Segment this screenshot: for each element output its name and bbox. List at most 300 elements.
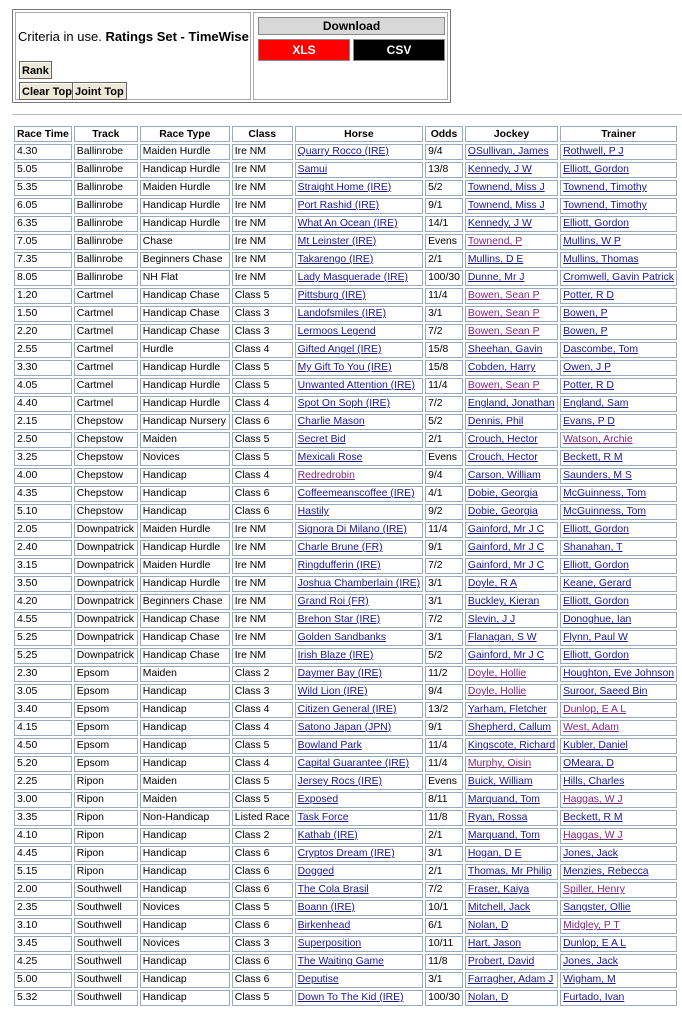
table-row bbox=[14, 396, 677, 412]
cell-track: Downpatrick bbox=[74, 648, 138, 664]
jockey-link[interactable]: Marquand, Tom bbox=[467, 830, 540, 841]
horse-link[interactable]: Birkenhead bbox=[297, 920, 351, 931]
trainer-link[interactable]: Houghton, Eve Johnson bbox=[563, 668, 675, 679]
trainer-link[interactable]: Donoghue, Ian bbox=[563, 614, 632, 625]
trainer-link[interactable]: Saunders, M S bbox=[563, 470, 632, 481]
cell-track: Downpatrick bbox=[74, 558, 138, 574]
jockey-link[interactable]: Flanagan, S W bbox=[467, 632, 537, 643]
jockey-link[interactable]: Ryan, Rossa bbox=[467, 812, 528, 823]
cell-odds: 4/1 bbox=[425, 486, 463, 502]
jockey-link[interactable]: Kennedy, J W bbox=[467, 164, 532, 175]
cell-race-type: Handicap bbox=[140, 954, 230, 970]
horse-link[interactable]: Kathab (IRE) bbox=[297, 830, 358, 841]
horse-link[interactable]: Wild Lion (IRE) bbox=[297, 686, 368, 697]
cell-trainer bbox=[560, 828, 677, 844]
horse-link[interactable]: Spot On Soph (IRE) bbox=[297, 398, 391, 409]
trainer-link[interactable]: Townend, Timothy bbox=[563, 200, 647, 211]
jockey-link[interactable]: Kingscote, Richard bbox=[467, 740, 556, 751]
table-row bbox=[14, 702, 677, 718]
cell-odds: 2/1 bbox=[425, 864, 463, 880]
cell-horse bbox=[295, 630, 423, 646]
trainer-link[interactable]: West, Adam bbox=[563, 722, 619, 733]
horse-link[interactable]: Coffeemeanscoffee (IRE) bbox=[297, 488, 415, 499]
cell-class: Ire NM bbox=[232, 144, 293, 160]
jockey-link[interactable]: Bowen, Sean P bbox=[467, 380, 540, 391]
cell-odds: 11/4 bbox=[425, 738, 463, 754]
trainer-link[interactable]: Mullins, Thomas bbox=[563, 254, 639, 265]
horse-link[interactable]: Satono Japan (JPN) bbox=[297, 722, 392, 733]
cell-race-time: 6.05 bbox=[14, 198, 72, 214]
cell-race-type: Handicap Hurdle bbox=[140, 378, 230, 394]
cell-jockey bbox=[465, 396, 558, 412]
horse-link[interactable]: Unwanted Attention (IRE) bbox=[297, 380, 415, 391]
criteria-prefix: Criteria in use. bbox=[18, 29, 102, 44]
cell-trainer bbox=[560, 468, 677, 484]
trainer-link[interactable]: Dunlop, E A L bbox=[563, 704, 627, 715]
jockey-link[interactable]: Fraser, Kaiya bbox=[467, 884, 530, 895]
trainer-link[interactable]: Kubler, Daniel bbox=[563, 740, 628, 751]
cell-race-type: Maiden Hurdle bbox=[140, 558, 230, 574]
horse-link[interactable]: The Cola Brasil bbox=[297, 884, 369, 895]
horse-link[interactable]: Citizen General (IRE) bbox=[297, 704, 397, 715]
cell-jockey bbox=[465, 504, 558, 520]
jockey-link[interactable]: Farragher, Adam J bbox=[467, 974, 554, 985]
trainer-link[interactable]: Sangster, Ollie bbox=[563, 902, 631, 913]
cell-jockey bbox=[465, 288, 558, 304]
cell-jockey bbox=[465, 702, 558, 718]
trainer-link[interactable]: Dunlop, E A L bbox=[563, 938, 627, 949]
horse-link[interactable]: Task Force bbox=[297, 812, 349, 823]
cell-trainer bbox=[560, 306, 677, 322]
cell-jockey bbox=[465, 630, 558, 646]
jockey-link[interactable]: Slevin, J J bbox=[467, 614, 516, 625]
trainer-link[interactable]: Shanahan, T bbox=[563, 542, 623, 553]
cell-jockey bbox=[465, 306, 558, 322]
jockey-link[interactable]: Nolan, D bbox=[467, 920, 509, 931]
jockey-link[interactable]: Shepherd, Callum bbox=[467, 722, 552, 733]
cell-horse bbox=[295, 738, 423, 754]
cell-track: Chepstow bbox=[74, 486, 138, 502]
table-body bbox=[14, 144, 677, 1006]
jockey-link[interactable]: Nolan, D bbox=[467, 992, 509, 1003]
cell-race-type: Handicap bbox=[140, 468, 230, 484]
cell-horse bbox=[295, 360, 423, 376]
horse-link[interactable]: Redredrobin bbox=[297, 470, 355, 481]
header-class[interactable]: Class bbox=[232, 126, 293, 142]
horse-link[interactable]: Mt Leinster (IRE) bbox=[297, 236, 377, 247]
cell-horse bbox=[295, 954, 423, 970]
table-row bbox=[14, 162, 677, 178]
horse-link[interactable]: Golden Sandbanks bbox=[297, 632, 387, 643]
cell-odds: 3/1 bbox=[425, 306, 463, 322]
cell-class: Class 5 bbox=[232, 792, 293, 808]
cell-horse bbox=[295, 342, 423, 358]
cell-race-time: 2.35 bbox=[14, 900, 72, 916]
horse-link[interactable]: Brehon Star (IRE) bbox=[297, 614, 381, 625]
trainer-link[interactable]: Elliott, Gordon bbox=[563, 596, 629, 607]
cell-horse bbox=[295, 684, 423, 700]
header-trainer[interactable]: Trainer bbox=[560, 126, 677, 142]
cell-class: Class 6 bbox=[232, 972, 293, 988]
cell-odds: 9/4 bbox=[425, 468, 463, 484]
criteria-text bbox=[18, 29, 249, 44]
header-race-time[interactable]: Race Time bbox=[14, 126, 72, 142]
horse-link[interactable]: Superposition bbox=[297, 938, 362, 949]
cell-horse bbox=[295, 198, 423, 214]
cell-race-type: Maiden Hurdle bbox=[140, 522, 230, 538]
table-row bbox=[14, 864, 677, 880]
horse-link[interactable]: Ringdufferin (IRE) bbox=[297, 560, 381, 571]
cell-class: Class 5 bbox=[232, 990, 293, 1006]
jockey-link[interactable]: Doyle, R A bbox=[467, 578, 517, 589]
cell-trainer bbox=[560, 666, 677, 682]
horse-link[interactable]: My Gift To You (IRE) bbox=[297, 362, 392, 373]
cell-odds: 11/8 bbox=[425, 954, 463, 970]
cell-trainer bbox=[560, 198, 677, 214]
jockey-link[interactable]: Kennedy, J W bbox=[467, 218, 532, 229]
trainer-link[interactable]: McGuinness, Tom bbox=[563, 506, 647, 517]
cell-jockey bbox=[465, 180, 558, 196]
cell-class: Class 5 bbox=[232, 432, 293, 448]
cell-trainer bbox=[560, 810, 677, 826]
cell-horse bbox=[295, 666, 423, 682]
header-jockey[interactable]: Jockey bbox=[465, 126, 558, 142]
horse-link[interactable]: Secret Bid bbox=[297, 434, 346, 445]
cell-race-time: 3.45 bbox=[14, 936, 72, 952]
cell-trainer bbox=[560, 360, 677, 376]
cell-odds: 11/4 bbox=[425, 288, 463, 304]
cell-odds: 9/4 bbox=[425, 144, 463, 160]
cell-class: Class 5 bbox=[232, 738, 293, 754]
cell-race-time: 7.05 bbox=[14, 234, 72, 250]
jockey-link[interactable]: Doyle, Hollie bbox=[467, 686, 527, 697]
horse-link[interactable]: Landofsmiles (IRE) bbox=[297, 308, 387, 319]
horse-link[interactable]: Capital Guarantee (IRE) bbox=[297, 758, 410, 769]
cell-race-time: 2.40 bbox=[14, 540, 72, 556]
cell-track: Cartmel bbox=[74, 306, 138, 322]
jockey-link[interactable]: Cobden, Harry bbox=[467, 362, 536, 373]
jockey-link[interactable]: Doyle, Hollie bbox=[467, 668, 527, 679]
horse-link[interactable]: Cryptos Dream (IRE) bbox=[297, 848, 395, 859]
table-row bbox=[14, 918, 677, 934]
jockey-link[interactable]: Hart, Jason bbox=[467, 938, 522, 949]
cell-odds: 13/2 bbox=[425, 702, 463, 718]
trainer-link[interactable]: England, Sam bbox=[563, 398, 629, 409]
cell-race-time: 3.10 bbox=[14, 918, 72, 934]
horse-link[interactable]: Mexicali Rose bbox=[297, 452, 363, 463]
cell-odds: Evens bbox=[425, 774, 463, 790]
table-row bbox=[14, 414, 677, 430]
table-row bbox=[14, 288, 677, 304]
trainer-link[interactable]: Bowen, P bbox=[563, 308, 608, 319]
cell-race-type: Handicap Chase bbox=[140, 288, 230, 304]
jockey-link[interactable]: Buick, William bbox=[467, 776, 533, 787]
horse-link[interactable]: Dogged bbox=[297, 866, 335, 877]
cell-track: Chepstow bbox=[74, 450, 138, 466]
cell-race-type: Non-Handicap bbox=[140, 810, 230, 826]
xls-download-button[interactable]: XLS bbox=[258, 39, 350, 61]
horse-link[interactable]: Hastily bbox=[297, 506, 329, 517]
horse-link[interactable]: Lermoos Legend bbox=[297, 326, 376, 337]
jockey-link[interactable]: Townend, P bbox=[467, 236, 523, 247]
cell-race-time: 4.55 bbox=[14, 612, 72, 628]
cell-track: Ballinrobe bbox=[74, 198, 138, 214]
jockey-link[interactable]: Gainford, Mr J C bbox=[467, 524, 545, 535]
horse-link[interactable]: Irish Blaze (IRE) bbox=[297, 650, 374, 661]
cell-jockey bbox=[465, 558, 558, 574]
cell-jockey bbox=[465, 378, 558, 394]
jockey-link[interactable]: Gainford, Mr J C bbox=[467, 650, 545, 661]
horse-link[interactable]: Quarry Rocco (IRE) bbox=[297, 146, 389, 157]
cell-odds: 9/2 bbox=[425, 504, 463, 520]
jockey-link[interactable]: Gainford, Mr J C bbox=[467, 542, 545, 553]
cell-odds: 10/11 bbox=[425, 936, 463, 952]
jockey-link[interactable]: Bowen, Sean P bbox=[467, 308, 540, 319]
cell-jockey bbox=[465, 828, 558, 844]
cell-jockey bbox=[465, 486, 558, 502]
joint-top-button[interactable]: Joint Top bbox=[72, 82, 127, 100]
horse-link[interactable]: Joshua Chamberlain (IRE) bbox=[297, 578, 421, 589]
cell-track: Epsom bbox=[74, 720, 138, 736]
cell-track: Cartmel bbox=[74, 324, 138, 340]
cell-odds: 3/1 bbox=[425, 630, 463, 646]
trainer-link[interactable]: McGuinness, Tom bbox=[563, 488, 647, 499]
table-row bbox=[14, 684, 677, 700]
cell-trainer bbox=[560, 954, 677, 970]
header-race-type[interactable]: Race Type bbox=[140, 126, 230, 142]
trainer-link[interactable]: Elliott, Gordon bbox=[563, 560, 629, 571]
trainer-link[interactable]: Midgley, P T bbox=[563, 920, 620, 931]
cell-trainer bbox=[560, 648, 677, 664]
trainer-link[interactable]: Keane, Gerard bbox=[563, 578, 632, 589]
cell-jockey bbox=[465, 936, 558, 952]
cell-race-type: Maiden bbox=[140, 432, 230, 448]
trainer-link[interactable]: Wigham, M bbox=[563, 974, 616, 985]
header-odds[interactable]: Odds bbox=[425, 126, 463, 142]
clear-top-button[interactable]: Clear Top bbox=[19, 82, 75, 100]
trainer-link[interactable]: Haggas, W J bbox=[563, 794, 623, 805]
cell-class: Class 6 bbox=[232, 864, 293, 880]
cell-trainer bbox=[560, 990, 677, 1006]
horse-link[interactable]: Takarengo (IRE) bbox=[297, 254, 374, 265]
trainer-link[interactable]: Mullins, W P bbox=[563, 236, 621, 247]
table-row bbox=[14, 738, 677, 754]
trainer-link[interactable]: Elliott, Gordon bbox=[563, 650, 629, 661]
trainer-link[interactable]: Jones, Jack bbox=[563, 848, 618, 859]
trainer-link[interactable]: Beckett, R M bbox=[563, 452, 623, 463]
jockey-link[interactable]: Mullins, D E bbox=[467, 254, 524, 265]
cell-track: Ballinrobe bbox=[74, 180, 138, 196]
jockey-link[interactable]: Dobie, Georgia bbox=[467, 506, 538, 517]
horse-link[interactable]: Charle Brune (FR) bbox=[297, 542, 383, 553]
cell-trainer bbox=[560, 612, 677, 628]
jockey-link[interactable]: Carson, William bbox=[467, 470, 541, 481]
cell-horse bbox=[295, 234, 423, 250]
cell-class: Class 5 bbox=[232, 774, 293, 790]
horse-link[interactable]: Pittsburg (IRE) bbox=[297, 290, 366, 301]
cell-class: Class 2 bbox=[232, 666, 293, 682]
jockey-link[interactable]: Mitchell, Jack bbox=[467, 902, 531, 913]
trainer-link[interactable]: Rothwell, P J bbox=[563, 146, 624, 157]
cell-horse bbox=[295, 252, 423, 268]
cell-horse bbox=[295, 990, 423, 1006]
jockey-link[interactable]: Murphy, Oisin bbox=[467, 758, 532, 769]
cell-jockey bbox=[465, 594, 558, 610]
horse-link[interactable]: Signora Di Milano (IRE) bbox=[297, 524, 407, 535]
cell-trainer bbox=[560, 882, 677, 898]
horse-link[interactable]: Gifted Angel (IRE) bbox=[297, 344, 382, 355]
trainer-link[interactable]: Flynn, Paul W bbox=[563, 632, 628, 643]
cell-class: Class 6 bbox=[232, 846, 293, 862]
trainer-link[interactable]: Furtado, Ivan bbox=[563, 992, 625, 1003]
trainer-link[interactable]: Cromwell, Gavin Patrick bbox=[563, 272, 674, 283]
cell-race-time: 3.15 bbox=[14, 558, 72, 574]
jockey-link[interactable]: OSullivan, James bbox=[467, 146, 549, 157]
table-row bbox=[14, 252, 677, 268]
cell-race-type: Hurdle bbox=[140, 342, 230, 358]
horse-link[interactable]: Bowland Park bbox=[297, 740, 362, 751]
cell-odds: 3/1 bbox=[425, 576, 463, 592]
table-row bbox=[14, 468, 677, 484]
jockey-link[interactable]: Townend, Miss J bbox=[467, 182, 545, 193]
cell-horse bbox=[295, 216, 423, 232]
horse-link[interactable]: Lady Masquerade (IRE) bbox=[297, 272, 408, 283]
trainer-link[interactable]: Spiller, Henry bbox=[563, 884, 625, 895]
jockey-link[interactable]: Marquand, Tom bbox=[467, 794, 540, 805]
cell-track: Epsom bbox=[74, 666, 138, 682]
cell-horse bbox=[295, 414, 423, 430]
cell-horse bbox=[295, 522, 423, 538]
cell-odds: 5/2 bbox=[425, 648, 463, 664]
cell-trainer bbox=[560, 270, 677, 286]
jockey-link[interactable]: Dunne, Mr J bbox=[467, 272, 525, 283]
horse-link[interactable]: Down To The Kid (IRE) bbox=[297, 992, 404, 1003]
horse-link[interactable]: Charlie Mason bbox=[297, 416, 365, 427]
table-row bbox=[14, 990, 677, 1006]
jockey-link[interactable]: Bowen, Sean P bbox=[467, 326, 540, 337]
trainer-link[interactable]: Owen, J P bbox=[563, 362, 612, 373]
cell-odds: 11/2 bbox=[425, 666, 463, 682]
cell-track: Cartmel bbox=[74, 288, 138, 304]
cell-jockey bbox=[465, 234, 558, 250]
horse-link[interactable]: The Waiting Game bbox=[297, 956, 384, 967]
cell-odds: 11/8 bbox=[425, 810, 463, 826]
horse-link[interactable]: Grand Roi (FR) bbox=[297, 596, 369, 607]
horse-link[interactable]: Daymer Bay (IRE) bbox=[297, 668, 382, 679]
horse-link[interactable]: Port Rashid (IRE) bbox=[297, 200, 380, 211]
jockey-link[interactable]: Gainford, Mr J C bbox=[467, 560, 545, 571]
trainer-link[interactable]: Elliott, Gordon bbox=[563, 218, 629, 229]
jockey-link[interactable]: Yarham, Fletcher bbox=[467, 704, 547, 715]
cell-track: Ballinrobe bbox=[74, 144, 138, 160]
jockey-link[interactable]: England, Jonathan bbox=[467, 398, 555, 409]
table-row bbox=[14, 432, 677, 448]
cell-jockey bbox=[465, 270, 558, 286]
trainer-link[interactable]: Potter, R D bbox=[563, 380, 614, 391]
trainer-link[interactable]: Suroor, Saeed Bin bbox=[563, 686, 648, 697]
cell-class: Ire NM bbox=[232, 648, 293, 664]
cell-race-type: Beginners Chase bbox=[140, 252, 230, 268]
cell-race-time: 4.50 bbox=[14, 738, 72, 754]
jockey-link[interactable]: Crouch, Hector bbox=[467, 434, 538, 445]
cell-class: Class 6 bbox=[232, 954, 293, 970]
cell-trainer bbox=[560, 252, 677, 268]
trainer-link[interactable]: OMeara, D bbox=[563, 758, 614, 769]
cell-trainer bbox=[560, 486, 677, 502]
trainer-link[interactable]: Elliott, Gordon bbox=[563, 524, 629, 535]
horse-link[interactable]: What An Ocean (IRE) bbox=[297, 218, 398, 229]
cell-trainer bbox=[560, 720, 677, 736]
cell-race-type: Handicap Chase bbox=[140, 612, 230, 628]
trainer-link[interactable]: Hills, Charles bbox=[563, 776, 625, 787]
horse-link[interactable]: Samui bbox=[297, 164, 328, 175]
jockey-link[interactable]: Buckley, Kieran bbox=[467, 596, 540, 607]
table-row bbox=[14, 234, 677, 250]
table-row bbox=[14, 198, 677, 214]
header-horse[interactable]: Horse bbox=[295, 126, 423, 142]
trainer-link[interactable]: Potter, R D bbox=[563, 290, 614, 301]
cell-jockey bbox=[465, 792, 558, 808]
jockey-link[interactable]: Probert, David bbox=[467, 956, 535, 967]
cell-race-time: 7.35 bbox=[14, 252, 72, 268]
cell-race-type: Handicap bbox=[140, 828, 230, 844]
trainer-link[interactable]: Beckett, R M bbox=[563, 812, 623, 823]
cell-horse bbox=[295, 144, 423, 160]
cell-track: Ballinrobe bbox=[74, 234, 138, 250]
trainer-link[interactable]: Dascombe, Tom bbox=[563, 344, 638, 355]
trainer-link[interactable]: Jones, Jack bbox=[563, 956, 618, 967]
trainer-link[interactable]: Townend, Timothy bbox=[563, 182, 647, 193]
horse-link[interactable]: Boann (IRE) bbox=[297, 902, 355, 913]
jockey-link[interactable]: Dennis, Phil bbox=[467, 416, 524, 427]
cell-odds: 15/8 bbox=[425, 342, 463, 358]
header-track[interactable]: Track bbox=[74, 126, 138, 142]
cell-horse bbox=[295, 306, 423, 322]
horse-link[interactable]: Jersey Rocs (IRE) bbox=[297, 776, 382, 787]
csv-download-button[interactable]: CSV bbox=[353, 39, 445, 61]
trainer-link[interactable]: Watson, Archie bbox=[563, 434, 633, 445]
cell-race-time: 4.20 bbox=[14, 594, 72, 610]
cell-horse bbox=[295, 864, 423, 880]
cell-horse bbox=[295, 756, 423, 772]
trainer-link[interactable]: Elliott, Gordon bbox=[563, 164, 629, 175]
jockey-link[interactable]: Dobie, Georgia bbox=[467, 488, 538, 499]
cell-class: Class 4 bbox=[232, 702, 293, 718]
trainer-link[interactable]: Bowen, P bbox=[563, 326, 608, 337]
horse-link[interactable]: Straight Home (IRE) bbox=[297, 182, 392, 193]
cell-class: Ire NM bbox=[232, 540, 293, 556]
jockey-link[interactable]: Sheehan, Gavin bbox=[467, 344, 543, 355]
cell-race-time: 5.35 bbox=[14, 180, 72, 196]
cell-race-time: 2.55 bbox=[14, 342, 72, 358]
jockey-link[interactable]: Townend, Miss J bbox=[467, 200, 545, 211]
trainer-link[interactable]: Menzies, Rebecca bbox=[563, 866, 649, 877]
cell-class: Ire NM bbox=[232, 576, 293, 592]
cell-class: Class 5 bbox=[232, 450, 293, 466]
table-row bbox=[14, 360, 677, 376]
table-row bbox=[14, 612, 677, 628]
cell-race-time: 4.10 bbox=[14, 828, 72, 844]
jockey-link[interactable]: Crouch, Hector bbox=[467, 452, 538, 463]
trainer-link[interactable]: Haggas, W J bbox=[563, 830, 623, 841]
rank-button[interactable]: Rank bbox=[19, 61, 52, 79]
jockey-link[interactable]: Thomas, Mr Philip bbox=[467, 866, 552, 877]
trainer-link[interactable]: Evans, P D bbox=[563, 416, 615, 427]
horse-link[interactable]: Deputise bbox=[297, 974, 339, 985]
jockey-link[interactable]: Bowen, Sean P bbox=[467, 290, 540, 301]
horse-link[interactable]: Exposed bbox=[297, 794, 339, 805]
jockey-link[interactable]: Hogan, D E bbox=[467, 848, 522, 859]
